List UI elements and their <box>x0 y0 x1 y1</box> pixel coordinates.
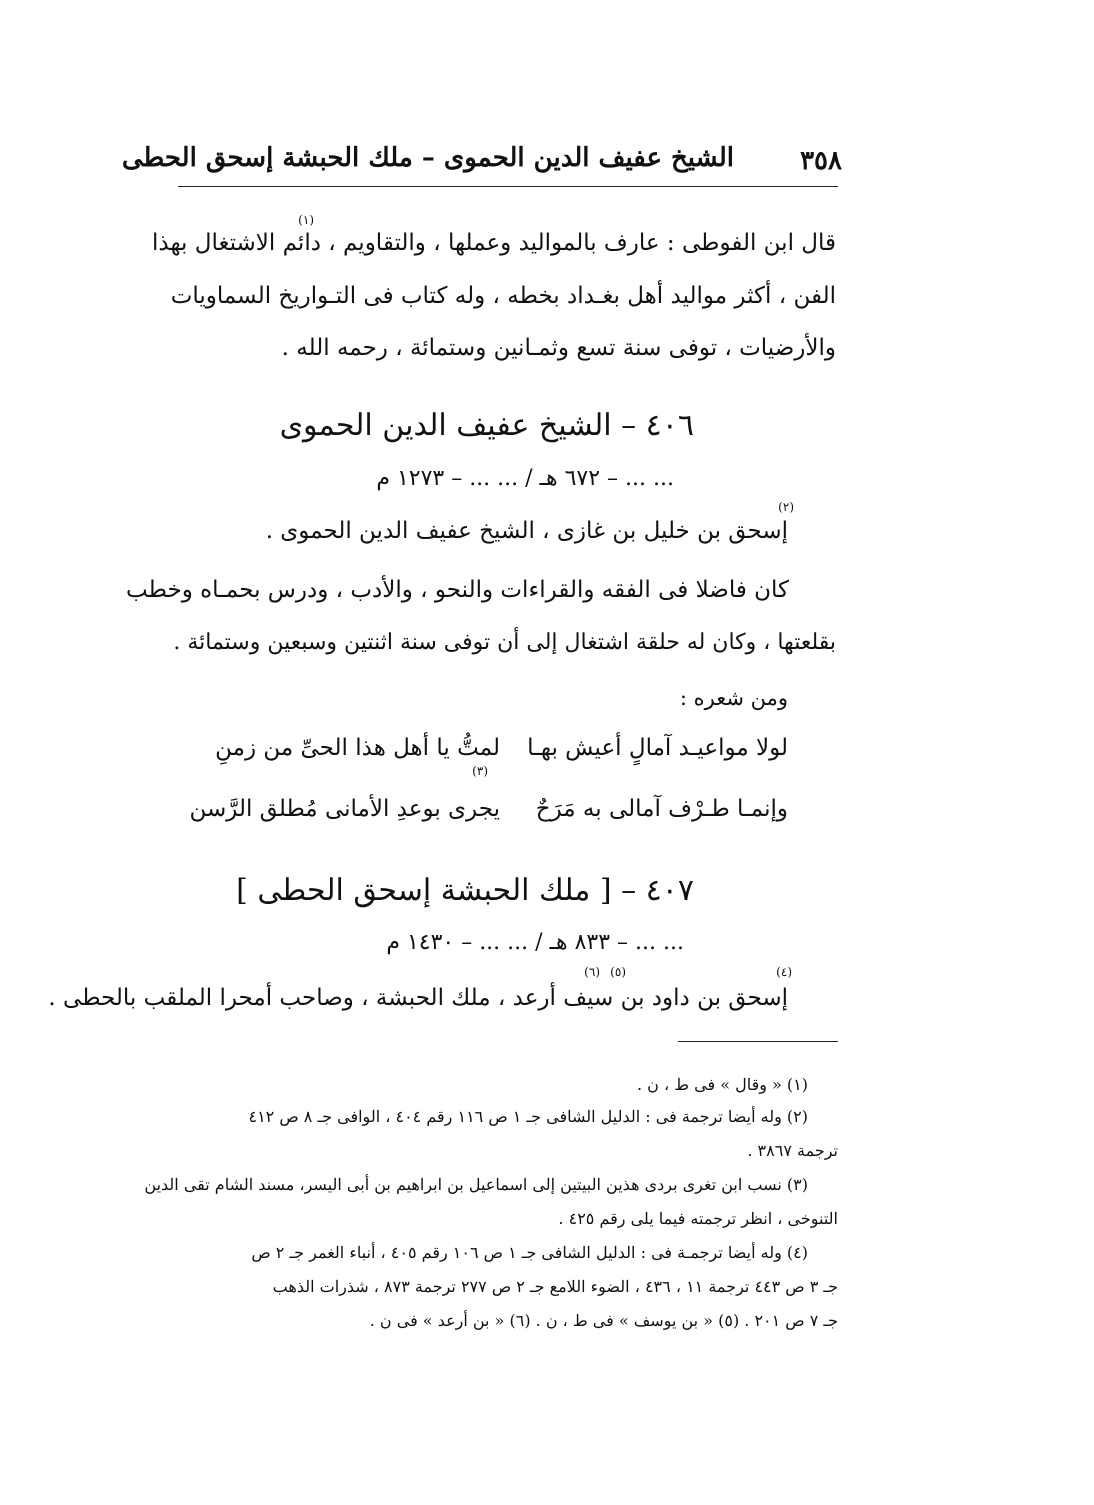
footnote-4: (٤) وله أيضا ترجمـة فى : الدليل الشافى جـ ١ ص ١٠٦ رقم ٤٠٥ ، أنباء الغمر جـ ٢ ص <box>251 1243 808 1262</box>
footnote-marker-5: (٥) <box>610 965 626 979</box>
verse-2-first: وإنمـا طـرْف آمالى به مَرَحٌ <box>535 796 788 822</box>
entry-407-dates: ... ... – ٨٣٣ هـ / ... ... – ١٤٣٠ م <box>386 930 684 955</box>
entry-406-body-1: كان فاضلا فى الفقه والقراءات والنحو ، والأدب ، ودرس بحمـاه وخطب <box>126 577 789 603</box>
footnote-4-cont: جـ ٣ ص ٤٤٣ ترجمة ١١ ، ٤٣٦ ، الضوء اللامع جـ ٢ ص ٢٧٧ ترجمة ٨٧٣ ، شذرات الذهب <box>272 1277 838 1296</box>
footnote-2-cont: ترجمة ٣٨٦٧ . <box>747 1141 838 1160</box>
footnote-marker-2: (٢) <box>778 500 794 514</box>
intro-line-2: الفن ، أكثر مواليد أهل بغـداد بخطه ، وله كتاب فى التـواريخ السماويات <box>170 283 836 309</box>
entry-407-heading: ٤٠٧ – [ ملك الحبشة إسحق الحطى ] <box>236 873 694 908</box>
entry-406-dates: ... ... – ٦٧٢ هـ / ... ... – ١٢٧٣ م <box>376 466 674 491</box>
intro-line-1: قال ابن الفوطى : عارف بالمواليد وعملها ، والتقاويم ، دائم الاشتغال بهذا <box>151 230 836 256</box>
footnote-marker-1: (١) <box>298 213 314 227</box>
footnote-3: (٣) نسب ابن تغرى بردى هذين البيتين إلى اسماعيل بن ابراهيم بن أبى اليسر، مسند الشام تقى الدين <box>144 1175 808 1194</box>
poetry-intro: ومن شعره : <box>679 686 788 710</box>
verse-2-second: يجرى بوعدِ الأمانى مُطلق الرَّسن <box>189 796 500 822</box>
running-title: الشيخ عفيف الدين الحموى – ملك الحبشة إسحق الحطى <box>121 143 734 173</box>
intro-line-3: والأرضيات ، توفى سنة تسع وثمـانين وستمائة ، رحمه الله . <box>281 335 836 361</box>
entry-406-body-2: بقلعتها ، وكان له حلقة اشتغال إلى أن توفى سنة اثنتين وسبعين وستمائة . <box>173 630 836 655</box>
entry-406-heading: ٤٠٦ – الشيخ عفيف الدين الحموى <box>279 408 694 443</box>
footnote-marker-3: (٣) <box>472 764 488 778</box>
footnote-4-5-6: جـ ٧ ص ٢٠١ . (٥) « بن يوسف » فى ط ، ن . (٦) « بن أرعد » فى ن . <box>369 1311 838 1330</box>
verse-1-second: لمتُّ يا أهل هذا الحىِّ من زمنِ <box>215 735 500 761</box>
footnote-rule <box>678 1041 838 1042</box>
footnote-3-cont: التنوخى ، انظر ترجمته فيما يلى رقم ٤٢٥ . <box>558 1209 838 1228</box>
entry-406-name: إسحق بن خليل بن غازى ، الشيخ عفيف الدين الحموى . <box>265 518 788 544</box>
footnote-1: (١) « وقال » فى ط ، ن . <box>636 1075 808 1094</box>
header-rule <box>178 186 838 187</box>
footnote-2: (٢) وله أيضا ترجمة فى : الدليل الشافى جـ ١ ص ١١٦ رقم ٤٠٤ ، الوافى جـ ٨ ص ٤١٢ <box>248 1107 808 1126</box>
verse-1-first: لولا مواعيـد آمالٍ أعيش بهـا <box>527 735 788 761</box>
page-number: ٣٥٨ <box>800 146 842 176</box>
footnote-marker-4: (٤) <box>776 965 792 979</box>
footnote-marker-6: (٦) <box>584 965 600 979</box>
entry-407-name: إسحق بن داود بن سيف أرعد ، ملك الحبشة ، وصاحب أمحرا الملقب بالحطى . <box>48 985 788 1011</box>
